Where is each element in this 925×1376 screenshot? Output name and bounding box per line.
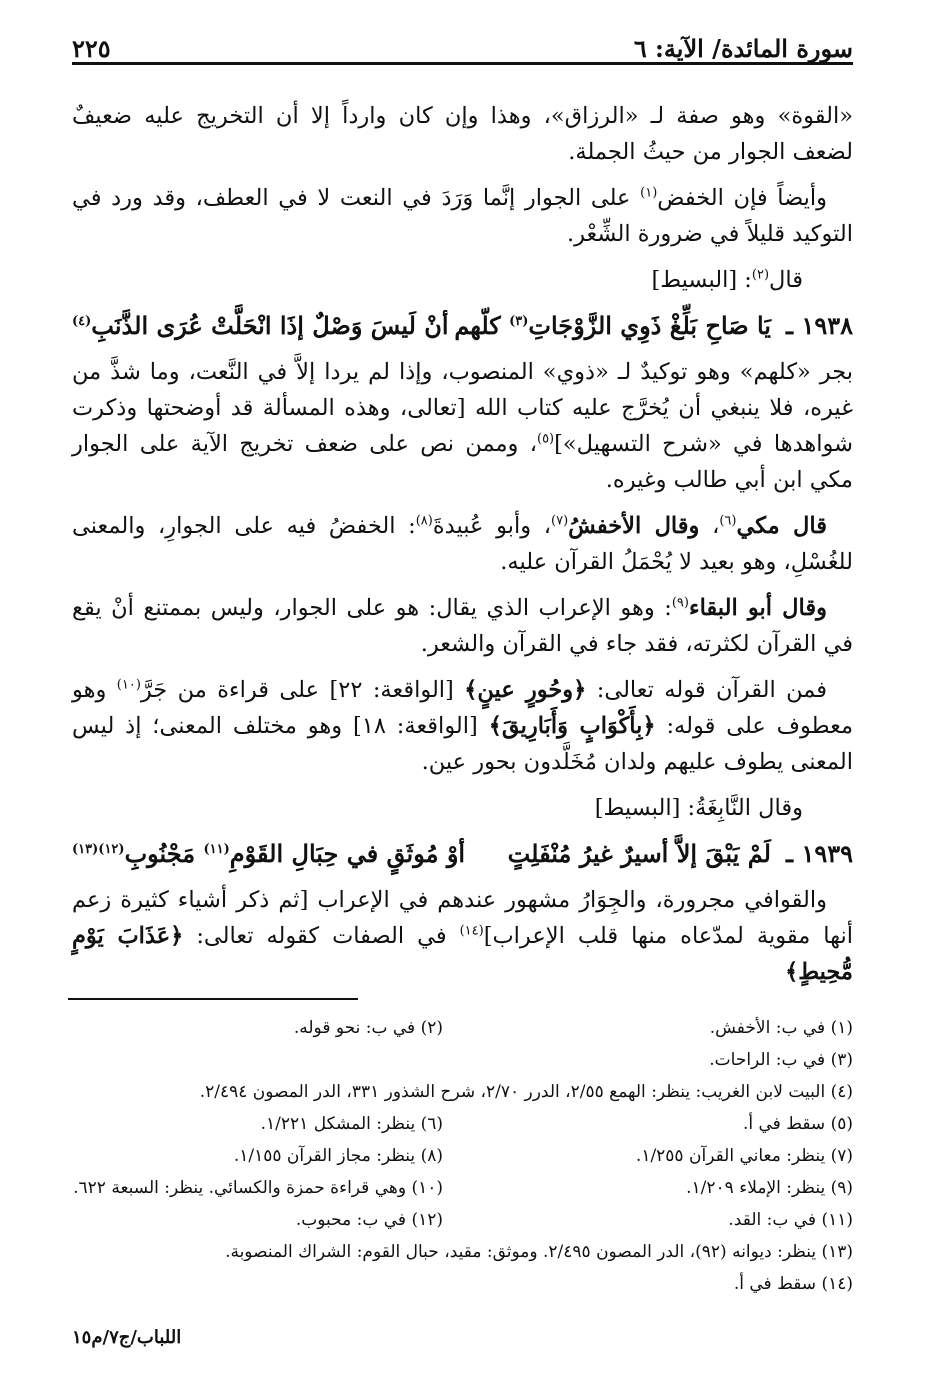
footnote-separator [68, 998, 358, 1000]
footnotes [72, 1012, 853, 1300]
poem-verse-1939 [72, 834, 853, 874]
footnote-7: (٧) ينظر: معاني القرآن ١/٢٥٥. [635, 1146, 853, 1166]
footnote-5: (٥) سقط في أ. [742, 1114, 853, 1134]
footnote-12: (١٢) في ب: محبوب. [295, 1210, 443, 1230]
hemistich-text: يَا صَاحِ بَلِّغْ ذَوِي الزَّوْجَاتِ [528, 311, 771, 340]
verse-hemistich-1 [454, 308, 771, 344]
scholar-name: وقال أبو البقاء [688, 595, 828, 621]
footnote-ref[interactable]: (٢) [751, 267, 770, 283]
quran-quote: ﴿بِأَكْوَابٍ وَأَبَارِيقَ﴾ [488, 713, 656, 739]
printer-signature: اللباب/ج٧/م١٥ [72, 1327, 182, 1348]
verse-hemistich-1 [508, 836, 771, 872]
quran-quote: ﴿وحُورٍ عينٍ﴾ [464, 677, 587, 703]
quran-quote: ﴿عَذَابَ يَوْمٍ مُّحِيطٍ﴾ [72, 923, 853, 985]
paragraph-4 [72, 354, 853, 498]
paragraph-text: على الجوار إنَّما وَرَدَ في النعت لا في العطف، وقد ورد في التوكيد قليلاً في ضرورة الشِّعْر. [72, 185, 853, 247]
hemistich-text: أنْ لَيسَ وَصْلٌ إذَا انْحَلَّتْ عُرَى الذَّنَبِ [91, 311, 449, 340]
header-rule [72, 62, 853, 65]
footnote-ref[interactable]: (٦) [719, 513, 737, 529]
footnote-ref[interactable]: (١٢)(١٣) [72, 842, 125, 857]
footnote-ref[interactable]: (١١) [203, 842, 230, 857]
hemistich-text: كلّهم [454, 311, 510, 340]
footnote-ref[interactable]: (٧) [551, 513, 569, 529]
verse-hemistich-2 [72, 308, 449, 344]
page-header [72, 28, 853, 68]
footnote-3: (٣) في ب: الراحات. [709, 1050, 853, 1070]
footnote-ref[interactable]: (٩) [671, 595, 689, 611]
scholar-name: قال مكي [736, 513, 827, 539]
paragraph-text: ، [699, 513, 720, 539]
footnote-11: (١١) في ب: القد. [728, 1210, 853, 1230]
footnote-ref[interactable]: (٤) [72, 314, 92, 329]
footnote-row [72, 1172, 853, 1204]
paragraph-text: «القوة» وهو صفة لـ «الرزاق»، وهذا وإن كان وارداً إلا أن التخريج عليه ضعيفٌ لضعف الجوار من حيثُ الجملة. [72, 103, 853, 165]
footnote-9: (٩) ينظر: الإملاء ١/٢٠٩. [686, 1178, 853, 1198]
footnote-row [72, 1012, 853, 1044]
paragraph-5 [72, 508, 853, 580]
footnote-row [72, 1236, 853, 1268]
footnote-6: (٦) ينظر: المشكل ١/٢٢١. [260, 1114, 443, 1134]
footnote-2: (٢) في ب: نحو قوله. [293, 1018, 443, 1038]
footnote-row [72, 1044, 853, 1076]
footnote-1: (١) في ب: الأخفش. [709, 1018, 853, 1038]
verse-number: ١٩٣٨ ـ [786, 311, 853, 340]
scholar-name: وقال الأخفشُ [568, 513, 700, 539]
paragraph-text: وقال النَّابِغَةُ: [البسيط] [594, 795, 803, 821]
footnote-row [72, 1204, 853, 1236]
meter-line-2 [72, 790, 853, 826]
hemistich-text: لَمْ يَبْقَ إلاَّ أسيرٌ غيرُ مُنْفَلِتٍ [507, 839, 771, 868]
paragraph-text: ، وأبو عُبيدةَ [432, 513, 552, 539]
paragraph-text: بجر «كلهم» وهو توكيدٌ لـ «ذوي» المنصوب، وإذا لم يردا إلاَّ في النَّعت، وما شذَّ من غيره، فلا ينبغي أن يُخرَّج عليه كتاب الله [تعالى، وهذه المسألة قد أوضحتها وذكرت شواهدها في «شرح التسهيل»] [72, 359, 853, 457]
meter-label: : [البسيط] [651, 267, 752, 293]
hemistich-text: أوْ مُوثَقٍ في حِبَالِ القَوْمِ [229, 839, 466, 868]
paragraph-text: في الصفات كقوله تعالى: [183, 923, 460, 949]
paragraph-text: فمن القرآن قوله تعالى: [586, 677, 827, 703]
paragraph-7 [72, 672, 853, 780]
paragraph-2 [72, 180, 853, 252]
paragraph-text: [الواقعة: ٢٢] على قراءة من جَرَّ [140, 677, 465, 703]
footnote-ref[interactable]: (١) [640, 185, 658, 201]
surah-verse-title: سورة المائدة/ الآية: ٦ [633, 34, 853, 63]
paragraph-1 [72, 98, 853, 170]
paragraph-text: وهو معطوف على قوله: [72, 677, 853, 739]
footnote-ref[interactable]: (٥) [536, 431, 555, 447]
footnote-row [72, 1076, 853, 1108]
paragraph-text: ، وممن نص على ضعف تخريج الآية على الجوار مكي ابن أبي طالب وغيره. [72, 431, 853, 493]
paragraph-9 [72, 882, 853, 990]
footnote-ref[interactable]: (٨) [415, 513, 433, 529]
footnote-row [72, 1140, 853, 1172]
footnote-14: (١٤) سقط في أ. [733, 1274, 853, 1294]
hemistich-text: مَجْنُوبِ [124, 839, 204, 868]
footnote-13: (١٣) ينظر: ديوانه (٩٢)، الدر المصون ٢/٤٩٥. وموثق: مقيد، حبال القوم: الشراك المنصوبة. [225, 1242, 853, 1262]
paragraph-text: قال [769, 267, 803, 293]
footnote-ref[interactable]: (١٠) [116, 677, 141, 693]
footnote-8: (٨) ينظر: مجاز القرآن ١/١٥٥. [233, 1146, 443, 1166]
footnote-ref[interactable]: (١٤) [459, 923, 484, 939]
footnote-ref[interactable]: (٣) [509, 314, 529, 329]
paragraph-6 [72, 590, 853, 662]
meter-line-1 [72, 262, 853, 298]
footnote-row [72, 1108, 853, 1140]
paragraph-text: : الخفضُ فيه على الجوارِ، والمعنى للغُسْلِ، وهو بعيد لا يُحْمَلُ القرآن عليه. [72, 513, 853, 575]
page-number: ٢٢٥ [72, 34, 111, 63]
footnote-4: (٤) البيت لابن الغريب: ينظر: الهمع ٢/٥٥، الدرر ٢/٧٠، شرح الشذور ٣٣١، الدر المصون ٢/٤٩٤. [199, 1082, 853, 1102]
paragraph-text: وأيضاً فإن الخفض [657, 185, 827, 211]
verse-hemistich-2 [72, 836, 465, 872]
verse-number: ١٩٣٩ ـ [786, 839, 853, 868]
footnote-row [72, 1268, 853, 1300]
paragraph-text: : وهو الإعراب الذي يقال: هو على الجوار، وليس بممتنع أنْ يقع في القرآن لكثرته، فقد جاء في القرآن والشعر. [72, 595, 853, 657]
main-text [72, 98, 853, 1000]
paragraph-text: والقوافي مجرورة، والجِوَارُ مشهور عندهم في الإعراب [ثم ذكر أشياء كثيرة زعم أنها مقوية لمدّعاه منها قلب الإعراب] [72, 887, 853, 949]
poem-verse-1938 [72, 306, 853, 346]
paragraph-text: [الواقعة: ١٨] وهو مختلف المعنى؛ إذ ليس المعنى يطوف عليهم ولدان مُخَلَّدون بحور عين. [72, 713, 853, 775]
footnote-10: (١٠) وهي قراءة حمزة والكسائي. ينظر: السبعة ٦٢٢. [73, 1178, 443, 1198]
